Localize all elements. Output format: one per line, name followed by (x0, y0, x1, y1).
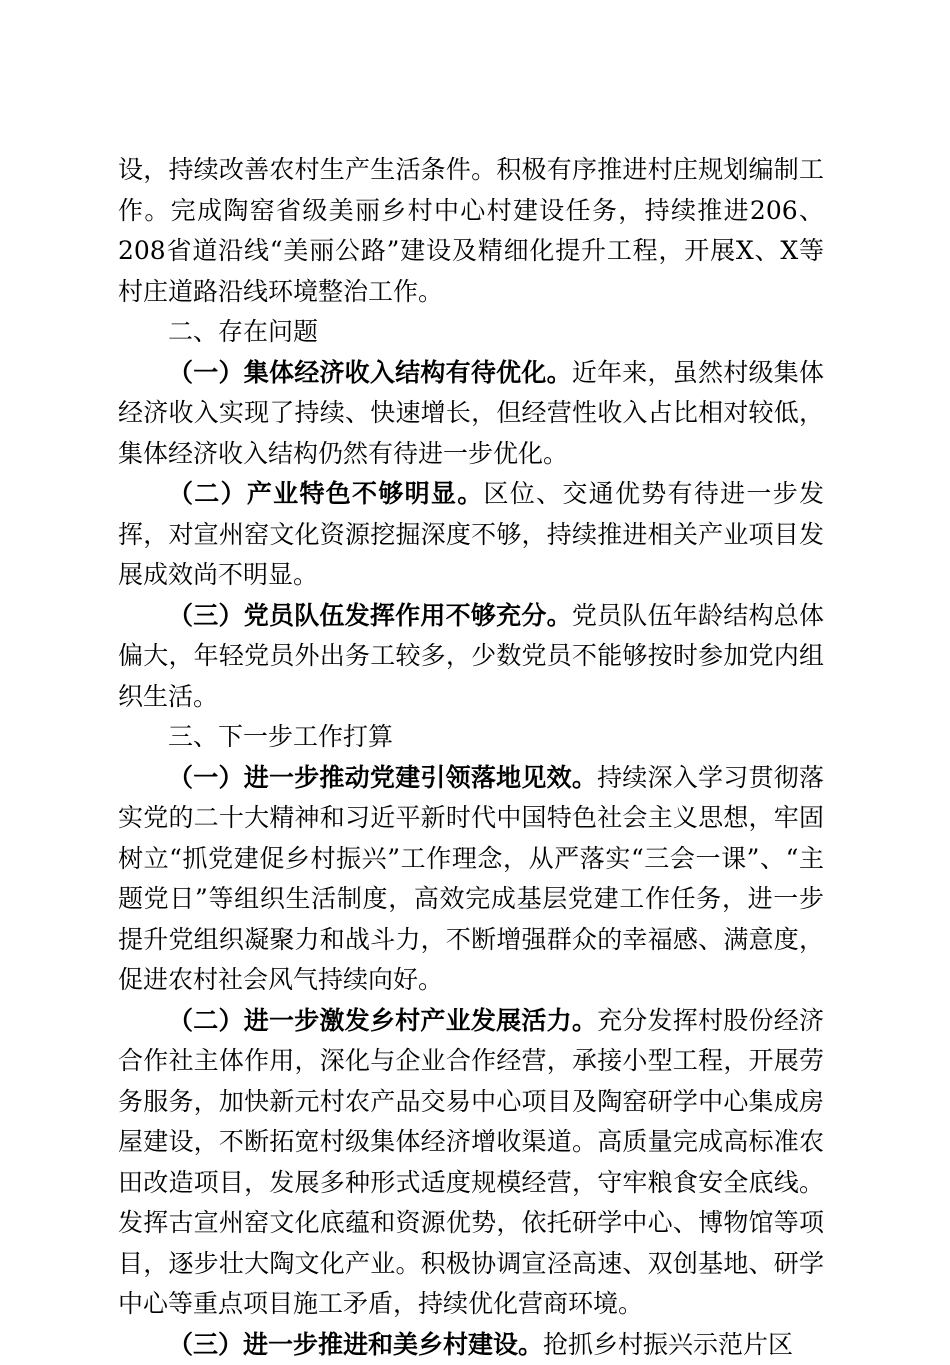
plan-item-1 (118, 758, 824, 1001)
document-body (118, 150, 824, 1365)
intro-paragraph: 设，持续改善农村生产生活条件。积极有序推进村庄规划编制工作。完成陶窑省级美丽乡村中心村建设任务，持续推进206、208省道沿线“美丽公路”建设及精细化提升工程，开展X、X等村庄道路沿线环境整治工作。 (118, 150, 824, 312)
problem-item-3-lead: （三）党员队伍发挥作用不够充分。 (168, 601, 572, 630)
plan-item-3-lead: （三）进一步推进和美乡村建设。 (168, 1330, 543, 1359)
section-heading-next-steps: 三、下一步工作打算 (118, 717, 824, 758)
problem-item-1 (118, 353, 824, 475)
plan-item-2-lead: （二）进一步激发乡村产业发展活力。 (168, 1006, 597, 1035)
plan-item-3-body: 抢抓乡村振兴示范片区 (543, 1330, 793, 1359)
problem-item-1-body: 近年来，虽然村级集体经济收入实现了持续、快速增长，但经营性收入占比相对较低，集体经济收入结构仍然有待进一步优化。 (118, 358, 824, 468)
plan-item-1-body: 持续深入学习贯彻落实党的二十大精神和习近平新时代中国特色社会主义思想，牢固树立“抓党建促乡村振兴”工作理念，从严落实“三会一课”、“主题党日”等组织生活制度，高效完成基层党建工作任务，进一步提升党组织凝聚力和战斗力，不断增强群众的幸福感、满意度，促进农村社会风气持续向好。 (118, 763, 824, 995)
problem-item-2 (118, 474, 824, 596)
plan-item-3 (118, 1325, 824, 1365)
plan-item-1-lead: （一）进一步推动党建引领落地见效。 (168, 763, 597, 792)
problem-item-1-lead: （一）集体经济收入结构有待优化。 (168, 358, 572, 387)
problem-item-3 (118, 596, 824, 718)
plan-item-2 (118, 1001, 824, 1325)
section-heading-problems: 二、存在问题 (118, 312, 824, 353)
plan-item-2-body: 充分发挥村股份经济合作社主体作用，深化与企业合作经营，承接小型工程，开展劳务服务，加快新元村农产品交易中心项目及陶窑研学中心集成房屋建设，不断拓宽村级集体经济增收渠道。高质量完成高标准农田改造项目，发展多种形式适度规模经营，守牢粮食安全底线。发挥古宣州窑文化底蕴和资源优势，依托研学中心、博物馆等项目，逐步壮大陶文化产业。积极协调宣泾高速、双创基地、研学中心等重点项目施工矛盾，持续优化营商环境。 (118, 1006, 824, 1319)
problem-item-3-body: 党员队伍年龄结构总体偏大，年轻党员外出务工较多，少数党员不能够按时参加党内组织生活。 (118, 601, 824, 711)
problem-item-2-body: 区位、交通优势有待进一步发挥，对宣州窑文化资源挖掘深度不够，持续推进相关产业项目发展成效尚不明显。 (118, 479, 824, 589)
problem-item-2-lead: （二）产业特色不够明显。 (168, 479, 484, 508)
